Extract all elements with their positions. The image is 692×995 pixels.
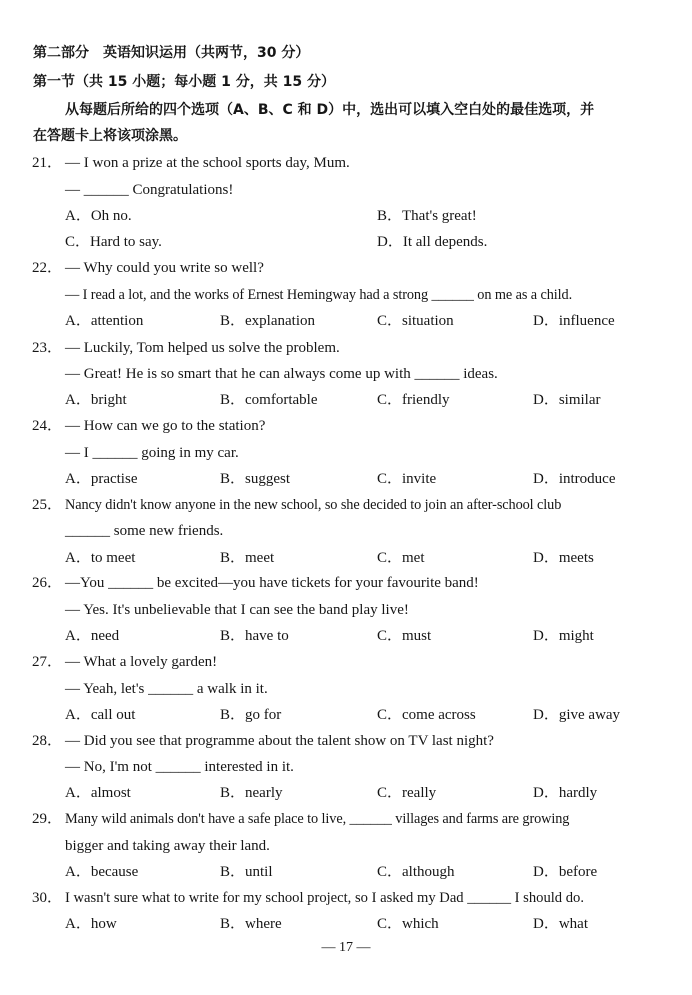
option-b[interactable]: B．meet [220,550,275,566]
option-c[interactable]: C．met [377,550,425,566]
question-text: Nancy didn't know anyone in the new school, so she decided to join an after-school club [65,497,562,513]
option-c[interactable]: C．come across [377,707,476,723]
option-b[interactable]: B．where [220,916,282,932]
option-d[interactable]: D．before [533,864,598,880]
option-a[interactable]: A．attention [65,313,144,329]
option-a[interactable]: A．bright [65,392,127,408]
question-text: I wasn't sure what to write for my school project, so I asked my Dad ______ I should do. [65,890,584,906]
option-c[interactable]: C．invite [377,471,437,487]
option-b[interactable]: B．until [220,864,273,880]
question-number: 23． [32,340,63,356]
option-b[interactable]: B．go for [220,707,282,723]
option-b[interactable]: B．have to [220,628,289,644]
option-d[interactable]: D．might [533,628,594,644]
question-text: — I read a lot, and the works of Ernest Hemingway had a strong ______ on me as a child. [65,287,573,303]
option-a[interactable]: A．need [65,628,120,644]
question-text: — Luckily, Tom helped us solve the problem. [65,340,340,356]
question-text: — No, I'm not ______ interested in it. [65,759,294,775]
option-a[interactable]: A．because [65,864,139,880]
question-text: — What a lovely garden! [65,654,218,670]
question-text: —You ______ be excited—you have tickets for your favourite band! [65,575,479,591]
question-text: — Yeah, let's ______ a walk in it. [65,681,268,697]
question-number: 21． [32,155,63,171]
option-b[interactable]: B．That's great! [377,208,477,224]
option-d[interactable]: D．introduce [533,471,616,487]
option-c[interactable]: C．situation [377,313,454,329]
question-number: 29． [32,811,63,827]
question-number: 25． [32,497,63,513]
question-number: 28． [32,733,63,749]
option-d[interactable]: D．hardly [533,785,598,801]
question-text: — Yes. It's unbelievable that I can see the band play live! [65,602,409,618]
question-text: — I ______ going in my car. [65,445,239,461]
question-number: 22． [32,260,63,276]
part-title: 第二部分 英语知识运用（共两节，30 分） [33,45,310,61]
question-number: 26． [32,575,63,591]
question-number: 27． [32,654,63,670]
option-d[interactable]: D．It all depends. [377,234,488,250]
option-a[interactable]: A．to meet [65,550,136,566]
option-d[interactable]: D．meets [533,550,594,566]
option-d[interactable]: D．influence [533,313,615,329]
option-b[interactable]: B．explanation [220,313,315,329]
section-title: 第一节（共 15 小题；每小题 1 分，共 15 分） [33,74,335,90]
question-number: 24． [32,418,63,434]
question-text: bigger and taking away their land. [65,838,270,854]
option-c[interactable]: C．really [377,785,437,801]
question-text: — I won a prize at the school sports day, Mum. [65,155,350,171]
option-d[interactable]: D．what [533,916,588,932]
option-c[interactable]: C．must [377,628,432,644]
question-text: — How can we go to the station? [65,418,266,434]
option-c[interactable]: C．although [377,864,455,880]
question-text: — Great! He is so smart that he can always come up with ______ ideas. [65,366,498,382]
page-number: — 17 — [321,940,371,955]
question-text: ______ some new friends. [65,523,224,539]
option-b[interactable]: B．nearly [220,785,283,801]
option-d[interactable]: D．similar [533,392,601,408]
option-a[interactable]: A．Oh no. [65,208,132,224]
option-c[interactable]: C．Hard to say. [65,234,162,250]
question-text: — Why could you write so well? [65,260,264,276]
option-a[interactable]: A．almost [65,785,131,801]
question-text: Many wild animals don't have a safe place to live, ______ villages and farms are growing [65,811,570,827]
instruction-line-1: 从每题后所给的四个选项（A、B、C 和 D）中，选出可以填入空白处的最佳选项，并 [65,102,595,118]
option-b[interactable]: B．comfortable [220,392,318,408]
option-a[interactable]: A．how [65,916,117,932]
option-a[interactable]: A．practise [65,471,138,487]
question-text: — ______ Congratulations! [65,182,234,198]
option-b[interactable]: B．suggest [220,471,291,487]
option-c[interactable]: C．which [377,916,439,932]
option-c[interactable]: C．friendly [377,392,450,408]
question-text: — Did you see that programme about the talent show on TV last night? [65,733,494,749]
instruction-line-2: 在答题卡上将该项涂黑。 [33,128,187,144]
option-a[interactable]: A．call out [65,707,136,723]
question-number: 30． [32,890,63,906]
option-d[interactable]: D．give away [533,707,621,723]
